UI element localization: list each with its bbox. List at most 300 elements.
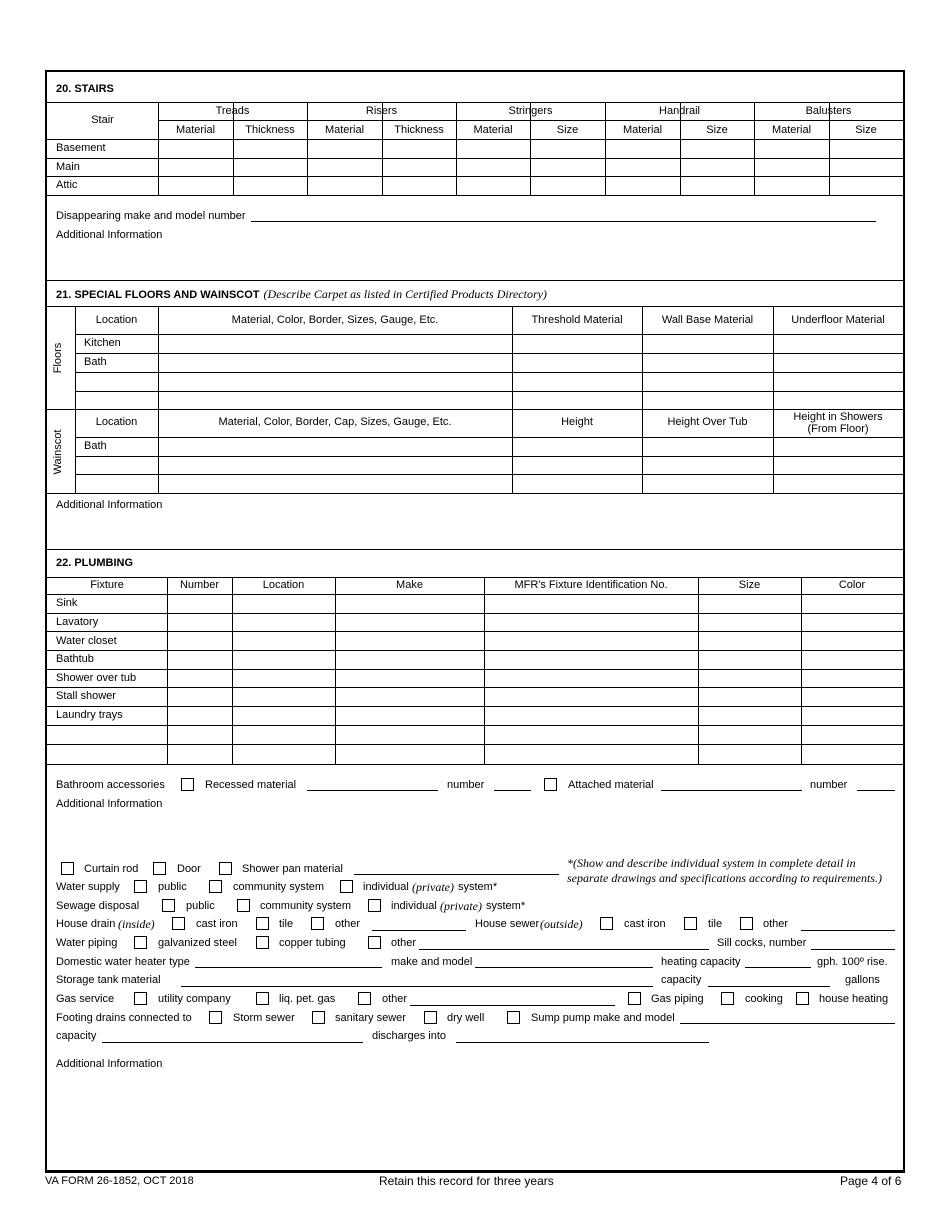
stairs-cell[interactable] [457, 176, 529, 193]
form-number: VA FORM 26-1852, OCT 2018 [45, 1175, 194, 1187]
wainscot-cell[interactable] [159, 438, 511, 455]
plumbing-cell[interactable] [802, 708, 902, 725]
floors-row-label: Bath [84, 356, 107, 368]
storage-tank-label: Storage tank material [56, 974, 161, 986]
water-individual-checkbox[interactable] [340, 880, 353, 893]
stairs-subheader: Material [324, 124, 365, 136]
sewer-cast-iron-label: cast iron [624, 918, 666, 930]
plumbing-cell[interactable] [699, 689, 800, 706]
stairs-subheader: Size [706, 124, 728, 136]
plumbing-cell[interactable] [233, 670, 334, 687]
stairs-group-header: Risers [365, 105, 398, 117]
plumbing-cell[interactable] [233, 708, 334, 725]
rule-line [47, 764, 903, 765]
plumbing-row-label: Shower over tub [56, 672, 137, 684]
stairs-cell[interactable] [234, 158, 306, 175]
recessed-material-label: Recessed material [205, 779, 297, 791]
rule-line [47, 577, 903, 578]
liq-gas-checkbox[interactable] [256, 992, 269, 1005]
plumbing-header-color: Color [838, 579, 866, 591]
heater-make-model-field[interactable] [475, 967, 653, 968]
column-divider [903, 409, 904, 493]
plumbing-cell[interactable] [233, 745, 334, 762]
wainscot-side-label: Wainscot [52, 429, 64, 475]
plumbing-cell[interactable] [168, 745, 231, 762]
wainscot-cell[interactable] [643, 438, 772, 455]
plumbing-cell[interactable] [168, 689, 231, 706]
floors-header-wallbase: Wall Base Material [661, 314, 754, 326]
wainscot-header-location: Location [95, 416, 138, 428]
plumbing-cell[interactable] [485, 745, 697, 762]
gas-piping-checkbox[interactable] [628, 992, 641, 1005]
sewage-system-label: system* [486, 900, 526, 912]
floors-cell[interactable] [774, 391, 902, 408]
dry-well-checkbox[interactable] [424, 1011, 437, 1024]
plumbing-cell[interactable] [168, 651, 231, 668]
stairs-cell[interactable] [755, 158, 828, 175]
wainscot-cell[interactable] [774, 438, 902, 455]
drain-cast-iron-checkbox[interactable] [172, 917, 185, 930]
stairs-cell[interactable] [383, 158, 455, 175]
sewage-public-label: public [186, 900, 215, 912]
floors-cell[interactable] [643, 354, 772, 371]
wainscot-row-label: Bath [84, 440, 107, 452]
rule-line [47, 306, 903, 307]
shower-pan-label: Shower pan material [242, 863, 343, 875]
sill-cocks-field[interactable] [811, 949, 895, 950]
copper-checkbox[interactable] [256, 936, 269, 949]
floors-cell[interactable] [76, 391, 157, 408]
drain-other-checkbox[interactable] [311, 917, 324, 930]
sewage-community-label: community system [260, 900, 352, 912]
stairs-cell[interactable] [681, 139, 753, 156]
stairs-group-header: Treads [215, 105, 250, 117]
plumbing-row-label: Lavatory [56, 616, 99, 628]
shower-pan-field[interactable] [354, 874, 559, 875]
plumbing-cell[interactable] [233, 595, 334, 612]
plumbing-cell[interactable] [168, 727, 231, 744]
plumbing-cell[interactable] [168, 595, 231, 612]
plumbing-cell[interactable] [233, 651, 334, 668]
stairs-cell[interactable] [606, 176, 679, 193]
plumbing-header-fixture: Fixture [90, 579, 124, 591]
sewer-other-field[interactable] [801, 930, 895, 931]
drain-tile-checkbox[interactable] [256, 917, 269, 930]
section-heading-plumbing: 22. PLUMBING [56, 557, 134, 569]
gas-service-label: Gas service [56, 993, 115, 1005]
stairs-cell[interactable] [755, 139, 828, 156]
plumbing-cell[interactable] [336, 595, 483, 612]
curtain-rod-label: Curtain rod [84, 863, 139, 875]
attached-number-field[interactable] [857, 790, 895, 791]
plumbing-cell[interactable] [802, 745, 902, 762]
piping-other-checkbox[interactable] [368, 936, 381, 949]
attached-material-field[interactable] [661, 790, 802, 791]
drain-tile-label: tile [279, 918, 294, 930]
wainscot-cell[interactable] [159, 457, 511, 474]
house-heating-label: house heating [819, 993, 889, 1005]
stairs-cell[interactable] [308, 158, 381, 175]
door-label: Door [177, 863, 201, 875]
plumbing-header-make: Make [396, 579, 423, 591]
liq-gas-label: liq. pet. gas [279, 993, 336, 1005]
wainscot-header-over-tub: Height Over Tub [667, 416, 748, 428]
stairs-cell[interactable] [159, 158, 232, 175]
stairs-cell[interactable] [234, 139, 306, 156]
plumbing-cell[interactable] [485, 633, 697, 650]
plumbing-cell[interactable] [802, 614, 902, 631]
rule-line [47, 280, 903, 281]
floors-cell[interactable] [159, 391, 511, 408]
plumbing-cell[interactable] [168, 633, 231, 650]
floors-cell[interactable] [513, 335, 641, 352]
wainscot-cell[interactable] [76, 457, 157, 474]
sewage-disposal-label: Sewage disposal [56, 900, 140, 912]
plumbing-cell[interactable] [802, 633, 902, 650]
stairs-cell[interactable] [234, 176, 306, 193]
recessed-number-label: number [447, 779, 485, 791]
plumbing-row-label: Bathtub [56, 653, 94, 665]
wainscot-cell[interactable] [513, 475, 641, 492]
plumbing-cell[interactable] [168, 614, 231, 631]
footing-drains-label: Footing drains connected to [56, 1012, 192, 1024]
plumbing-cell[interactable] [699, 727, 800, 744]
tank-capacity-label: capacity [661, 974, 702, 986]
plumbing-cell[interactable] [336, 633, 483, 650]
floors-cell[interactable] [774, 372, 902, 389]
utility-company-label: utility company [158, 993, 231, 1005]
floors-cell[interactable] [643, 391, 772, 408]
plumbing-cell[interactable] [336, 689, 483, 706]
dry-well-label: dry well [447, 1012, 485, 1024]
floors-header-material: Material, Color, Border, Sizes, Gauge, Etc. [231, 314, 439, 326]
piping-other-field[interactable] [419, 949, 709, 950]
floors-heading-note: (Describe Carpet as listed in Certified Products Directory) [263, 287, 547, 301]
plumbing-cell[interactable] [336, 614, 483, 631]
wainscot-cell[interactable] [774, 457, 902, 474]
additional-info-label: Additional Information [56, 798, 163, 810]
floors-cell[interactable] [76, 372, 157, 389]
floors-row-label: Kitchen [84, 337, 121, 349]
stairs-cell[interactable] [681, 158, 753, 175]
water-system-label: system* [458, 881, 498, 893]
stairs-row-label: Main [56, 161, 80, 173]
plumbing-cell[interactable] [699, 633, 800, 650]
sanitary-sewer-checkbox[interactable] [312, 1011, 325, 1024]
gas-piping-label: Gas piping [651, 993, 704, 1005]
copper-label: copper tubing [279, 937, 346, 949]
plumbing-cell[interactable] [802, 689, 902, 706]
drain-cast-iron-label: cast iron [196, 918, 238, 930]
wainscot-cell[interactable] [76, 438, 157, 455]
heating-capacity-label: heating capacity [661, 956, 741, 968]
house-sewer-label: House sewer [475, 918, 540, 930]
house-sewer-outside: (outside) [540, 917, 583, 931]
sanitary-sewer-label: sanitary sewer [335, 1012, 406, 1024]
stairs-cell[interactable] [159, 176, 232, 193]
floors-cell[interactable] [513, 391, 641, 408]
plumbing-cell[interactable] [699, 708, 800, 725]
additional-info-label: Additional Information [56, 1058, 163, 1070]
floors-header-underfloor: Underfloor Material [791, 314, 885, 326]
stairs-subheader: Size [855, 124, 877, 136]
sewage-individual-checkbox[interactable] [368, 899, 381, 912]
sewage-individual-label: individual [391, 900, 437, 912]
stairs-row-label: Attic [56, 179, 78, 191]
gas-other-checkbox[interactable] [358, 992, 371, 1005]
wainscot-cell[interactable] [643, 475, 772, 492]
plumbing-cell[interactable] [336, 708, 483, 725]
plumbing-cell[interactable] [699, 670, 800, 687]
rule-line [47, 409, 903, 410]
wainscot-cell[interactable] [774, 475, 902, 492]
floors-cell[interactable] [643, 335, 772, 352]
plumbing-cell[interactable] [802, 670, 902, 687]
stairs-cell[interactable] [457, 158, 529, 175]
plumbing-cell[interactable] [802, 595, 902, 612]
stairs-cell[interactable] [308, 139, 381, 156]
floors-cell[interactable] [159, 335, 511, 352]
gallons-label: gallons [845, 974, 880, 986]
stairs-group-header: Handrail [659, 105, 700, 117]
stairs-subheader: Size [556, 124, 579, 136]
plumbing-cell[interactable] [485, 727, 697, 744]
cooking-label: cooking [745, 993, 783, 1005]
floors-heading-text: 21. SPECIAL FLOORS AND WAINSCOT [56, 289, 260, 301]
plumbing-cell[interactable] [699, 651, 800, 668]
plumbing-row-label: Water closet [56, 635, 117, 647]
gas-other-field[interactable] [410, 1005, 615, 1006]
sewer-tile-checkbox[interactable] [684, 917, 697, 930]
disappearing-stair-label: Disappearing make and model number [56, 210, 246, 222]
rule-line [47, 195, 903, 196]
plumbing-row-label: Stall shower [56, 690, 116, 702]
heating-capacity-field[interactable] [745, 967, 811, 968]
sewer-tile-label: tile [708, 918, 723, 930]
floors-cell[interactable] [774, 335, 902, 352]
attached-checkbox[interactable] [544, 778, 557, 791]
stairs-cell[interactable] [681, 176, 753, 193]
floors-cell[interactable] [76, 335, 157, 352]
plumbing-cell[interactable] [168, 708, 231, 725]
floors-cell[interactable] [774, 354, 902, 371]
plumbing-cell[interactable] [485, 689, 697, 706]
system-note-line2: separate drawings and specifications according to requirements.) [567, 871, 882, 885]
heater-make-model-label: make and model [391, 956, 473, 968]
wainscot-header-from-floor: (From Floor) [807, 423, 869, 435]
drain-other-field[interactable] [372, 930, 466, 931]
plumbing-cell[interactable] [802, 651, 902, 668]
stairs-cell[interactable] [531, 158, 604, 175]
stairs-cell[interactable] [755, 176, 828, 193]
gph-label: gph. 100º rise. [817, 956, 888, 968]
sump-pump-field[interactable] [680, 1023, 895, 1024]
stairs-cell[interactable] [830, 158, 902, 175]
stairs-cell[interactable] [531, 139, 604, 156]
gas-other-label: other [382, 993, 408, 1005]
additional-info-label: Additional Information [56, 499, 163, 511]
floors-header-threshold: Threshold Material [531, 314, 623, 326]
sump-capacity-field[interactable] [102, 1042, 363, 1043]
wainscot-cell[interactable] [159, 475, 511, 492]
plumbing-cell[interactable] [485, 595, 697, 612]
floors-cell[interactable] [159, 354, 511, 371]
plumbing-cell[interactable] [699, 614, 800, 631]
recessed-number-field[interactable] [494, 790, 531, 791]
floors-cell[interactable] [513, 354, 641, 371]
floors-header-location: Location [95, 314, 138, 326]
plumbing-cell[interactable] [168, 670, 231, 687]
plumbing-cell[interactable] [233, 633, 334, 650]
sewage-private-label: (private) [440, 899, 482, 913]
sewer-other-checkbox[interactable] [740, 917, 753, 930]
wainscot-cell[interactable] [513, 438, 641, 455]
door-checkbox[interactable] [153, 862, 166, 875]
curtain-rod-checkbox[interactable] [61, 862, 74, 875]
section-heading-floors [56, 287, 547, 302]
cooking-checkbox[interactable] [721, 992, 734, 1005]
stairs-cell[interactable] [383, 139, 455, 156]
water-supply-label: Water supply [56, 881, 120, 893]
house-drain-label: House drain [56, 918, 116, 930]
sewage-community-checkbox[interactable] [237, 899, 250, 912]
stairs-row-label: Basement [56, 142, 106, 154]
stairs-subheader: Material [771, 124, 812, 136]
system-note-line1: *(Show and describe individual system in complete detail in [567, 856, 856, 870]
galvanized-checkbox[interactable] [134, 936, 147, 949]
sump-pump-label: Sump pump make and model [531, 1012, 675, 1024]
storm-sewer-label: Storm sewer [233, 1012, 295, 1024]
water-private-label: (private) [412, 880, 454, 894]
plumbing-header-location: Location [262, 579, 305, 591]
tank-capacity-field[interactable] [708, 986, 830, 987]
house-drain-inside: (inside) [118, 917, 155, 931]
stairs-subheader: Material [175, 124, 216, 136]
plumbing-cell[interactable] [233, 727, 334, 744]
stairs-subheader: Thickness [394, 124, 444, 136]
stair-column-header: Stair [91, 114, 114, 126]
section-heading-stairs: 20. STAIRS [56, 83, 114, 95]
stairs-subheader: Material [622, 124, 663, 136]
floors-side-label: Floors [52, 342, 64, 374]
plumbing-cell[interactable] [485, 670, 697, 687]
sewer-cast-iron-checkbox[interactable] [600, 917, 613, 930]
water-piping-label: Water piping [56, 937, 118, 949]
wainscot-cell[interactable] [513, 457, 641, 474]
plumbing-cell[interactable] [336, 727, 483, 744]
water-public-checkbox[interactable] [134, 880, 147, 893]
plumbing-header-size: Size [738, 579, 761, 591]
plumbing-cell[interactable] [233, 689, 334, 706]
water-community-label: community system [233, 881, 325, 893]
storage-tank-field[interactable] [181, 986, 653, 987]
recessed-checkbox[interactable] [181, 778, 194, 791]
column-divider [903, 306, 904, 409]
plumbing-header-mfr-id: MFR's Fixture Identification No. [514, 579, 668, 591]
stairs-cell[interactable] [606, 158, 679, 175]
sump-capacity-label: capacity [56, 1030, 97, 1042]
water-heater-type-label: Domestic water heater type [56, 956, 190, 968]
plumbing-header-number: Number [179, 579, 220, 591]
discharges-into-field[interactable] [456, 1042, 709, 1043]
wainscot-header-material: Material, Color, Border, Cap, Sizes, Gauge, Etc. [218, 416, 452, 428]
plumbing-cell[interactable] [336, 670, 483, 687]
stairs-group-header: Stringers [508, 105, 553, 117]
plumbing-cell[interactable] [485, 651, 697, 668]
wainscot-header-showers: Height in Showers [793, 411, 883, 423]
piping-other-label: other [391, 937, 417, 949]
rule-line [47, 102, 903, 103]
shower-pan-checkbox[interactable] [219, 862, 232, 875]
wainscot-cell[interactable] [76, 475, 157, 492]
house-heating-checkbox[interactable] [796, 992, 809, 1005]
floors-cell[interactable] [513, 372, 641, 389]
attached-material-label: Attached material [568, 779, 654, 791]
utility-company-checkbox[interactable] [134, 992, 147, 1005]
stairs-cell[interactable] [830, 139, 902, 156]
sill-cocks-label: Sill cocks, number [717, 937, 807, 949]
stairs-cell[interactable] [383, 176, 455, 193]
plumbing-cell[interactable] [699, 595, 800, 612]
rule-line [47, 493, 903, 494]
wainscot-cell[interactable] [643, 457, 772, 474]
water-public-label: public [158, 881, 187, 893]
water-heater-type-field[interactable] [195, 967, 382, 968]
floors-cell[interactable] [76, 354, 157, 371]
rule-line [47, 549, 903, 550]
plumbing-cell[interactable] [802, 727, 902, 744]
stairs-cell[interactable] [159, 139, 232, 156]
page-number: Page 4 of 6 [840, 1174, 902, 1188]
floors-cell[interactable] [159, 372, 511, 389]
drain-other-label: other [335, 918, 361, 930]
water-individual-label: individual [363, 881, 409, 893]
floors-cell[interactable] [643, 372, 772, 389]
stairs-subheader: Material [473, 124, 513, 136]
plumbing-cell[interactable] [699, 745, 800, 762]
bathroom-accessories-label: Bathroom accessories [56, 779, 165, 791]
retention-note: Retain this record for three years [379, 1174, 554, 1188]
stairs-subheader: Thickness [245, 124, 295, 136]
sewer-other-label: other [763, 918, 789, 930]
stairs-cell[interactable] [606, 139, 679, 156]
plumbing-cell[interactable] [336, 651, 483, 668]
sewage-public-checkbox[interactable] [162, 899, 175, 912]
galvanized-label: galvanized steel [158, 937, 237, 949]
plumbing-cell[interactable] [336, 745, 483, 762]
sump-pump-checkbox[interactable] [507, 1011, 520, 1024]
stairs-cell[interactable] [531, 176, 604, 193]
rule-line [158, 120, 903, 121]
stairs-cell[interactable] [457, 139, 529, 156]
plumbing-row-label: Laundry trays [56, 709, 123, 721]
disappearing-stair-field[interactable] [251, 221, 876, 222]
plumbing-cell[interactable] [233, 614, 334, 631]
plumbing-cell[interactable] [485, 708, 697, 725]
discharges-into-label: discharges into [372, 1030, 446, 1042]
wainscot-header-height: Height [561, 416, 593, 428]
plumbing-row-label: Sink [56, 597, 78, 609]
additional-info-label: Additional Information [56, 229, 163, 241]
stairs-cell[interactable] [308, 176, 381, 193]
stairs-cell[interactable] [830, 176, 902, 193]
plumbing-cell[interactable] [485, 614, 697, 631]
water-community-checkbox[interactable] [209, 880, 222, 893]
recessed-material-field[interactable] [307, 790, 438, 791]
attached-number-label: number [810, 779, 848, 791]
storm-sewer-checkbox[interactable] [209, 1011, 222, 1024]
stairs-group-header: Balusters [805, 105, 852, 117]
